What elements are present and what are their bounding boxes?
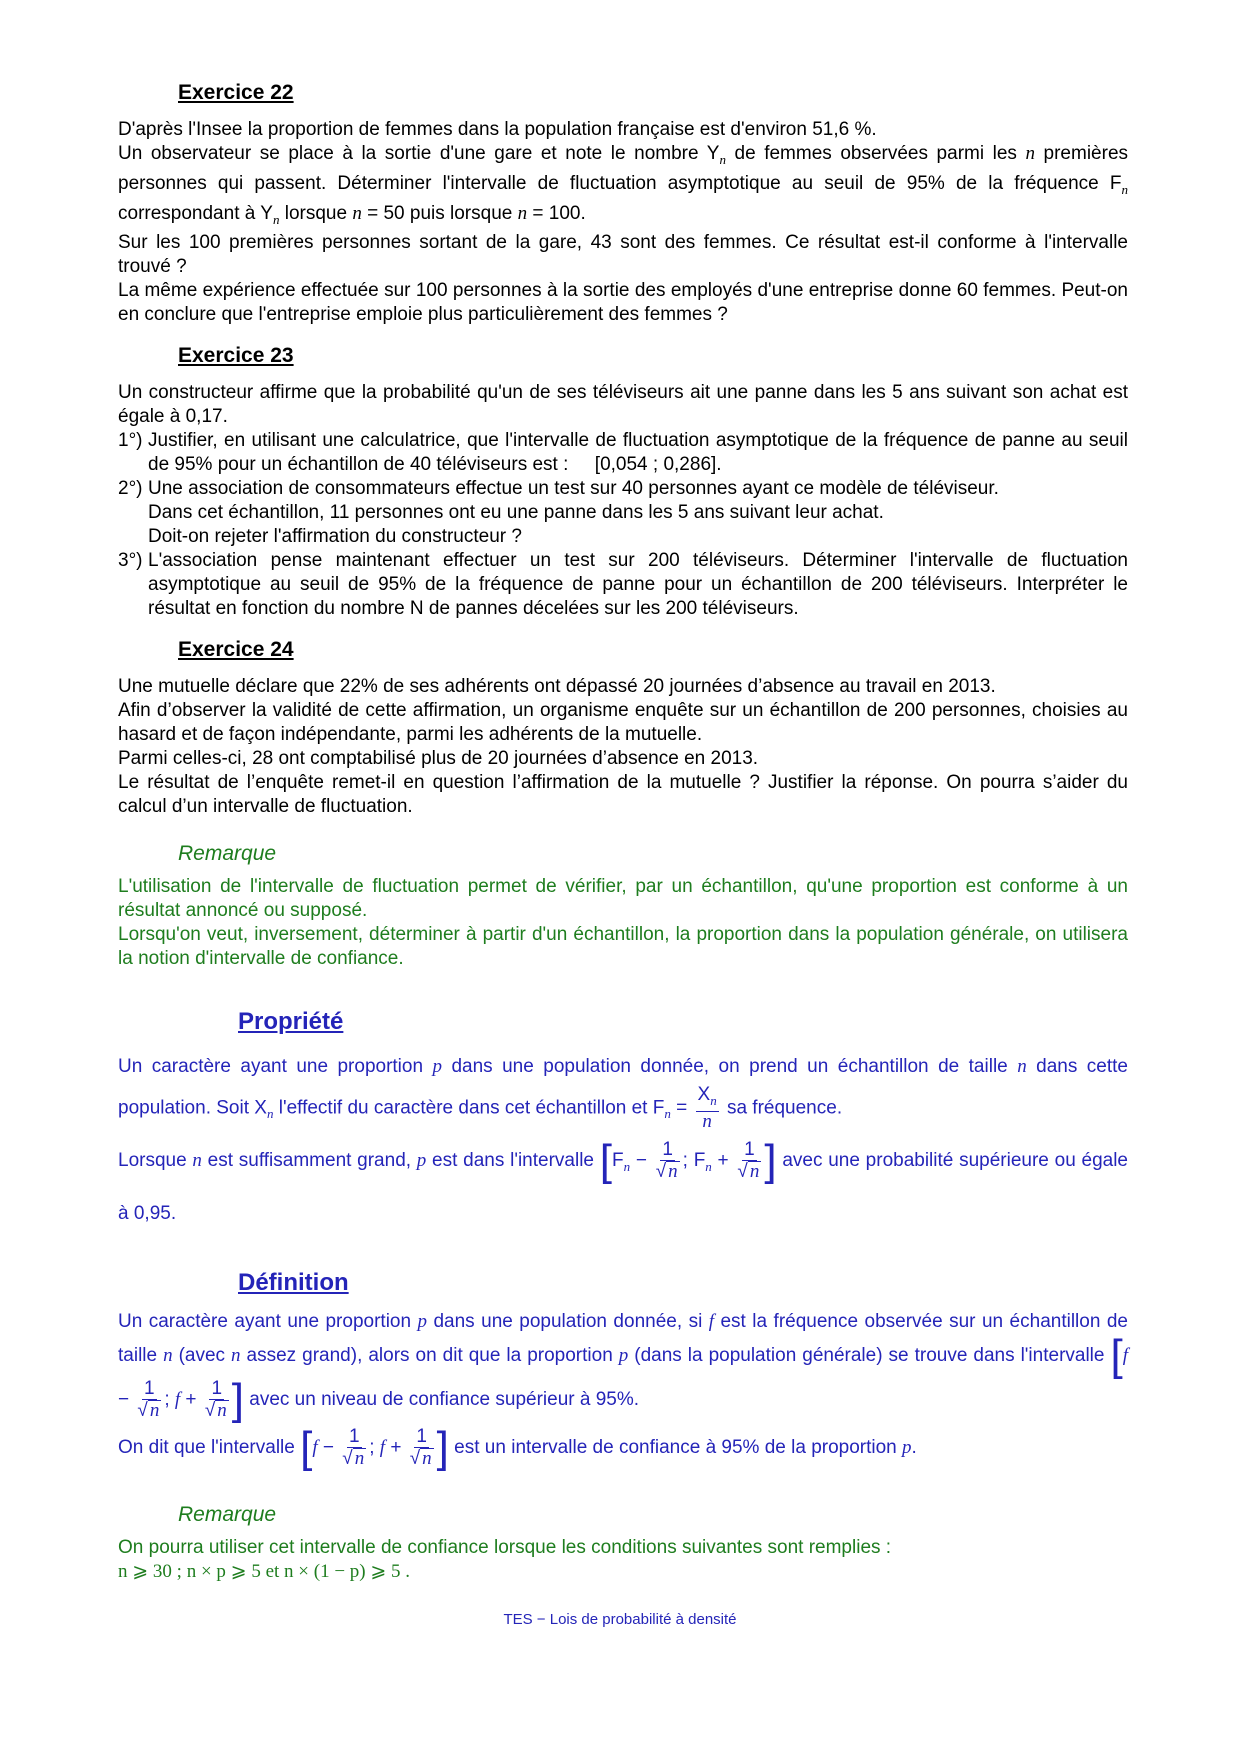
ex24-line-3: Parmi celles-ci, 28 ont comptabilisé plus de 20 journées d’absence en 2013. bbox=[118, 748, 759, 770]
ex23-question-2: 2°) Une association de consommateurs effectue un test sur 40 personnes ayant ce modèle de téléviseur. Dans cet échantillon, 11 personnes ont eu une panne dans les 5 ans suivant leur achat. Doit-on rejeter l'affirmation du constructeur ? bbox=[118, 478, 999, 548]
page-content bbox=[118, 80, 1128, 1600]
definition-title: Définition bbox=[238, 1269, 349, 1297]
ex22-line-1: D'après l'Insee la proportion de femmes dans la population française est d'environ 51,6 %. bbox=[118, 119, 877, 140]
remark-1-line-2: Lorsqu'on veut, inversement, déterminer à partir d'un échantillon, la proportion dans la population générale, on utilisera la notion d'intervalle de confiance. bbox=[118, 924, 1128, 970]
exercise-23-title: Exercice 23 bbox=[178, 344, 294, 368]
exercise-24 bbox=[118, 637, 1128, 819]
remark-2-line-1: On pourra utiliser cet intervalle de confiance lorsque les conditions suivantes sont remplies : bbox=[118, 1537, 892, 1559]
remark-2 bbox=[118, 1502, 1128, 1584]
ex24-line-1: Une mutuelle déclare que 22% de ses adhérents ont dépassé 20 journées d’absence au travail en 2013. bbox=[118, 676, 996, 698]
exercise-22-title: Exercice 22 bbox=[178, 81, 294, 104]
ex23-intro: Un constructeur affirme que la probabilité qu'un de ses téléviseurs ait une panne dans les 5 ans suivant son achat est égale à 0,17. bbox=[118, 382, 1128, 428]
remark-1-title: Remarque bbox=[178, 842, 277, 866]
ex24-line-2: Afin d’observer la validité de cette affirmation, un organisme enquête sur un échantillon de 200 personnes, choisies au hasard et de façon indépendante, parmi les adhérents de la mutuelle. bbox=[118, 700, 1128, 746]
property-line-2: Lorsque n est suffisamment grand, p est dans l'intervalle [$F_n$ − 1 √ n ; $F_n$ + 1 √ n ] avec une probabilité supérieure ou égale à 0,95. bbox=[118, 1135, 1129, 1225]
page-footer: TES − Lois de probabilité à densité bbox=[503, 1611, 737, 1628]
ex23-question-1: 1°) Justifier, en utilisant une calculatrice, que l'intervalle de fluctuation asymptotique de la fréquence de panne au seuil de 95% pour un échantillon de 40 téléviseurs est : [0,054 ; 0,286]. bbox=[118, 430, 1128, 476]
remark-2-title: Remarque bbox=[178, 1503, 277, 1527]
frac-xn-over-n: $\frac{X_n}{n}$ bbox=[697, 1084, 717, 1133]
property-title: Propriété bbox=[238, 1008, 344, 1036]
definition bbox=[118, 1268, 1128, 1474]
ex23-question-3: 3°) L'association pense maintenant effectuer un test sur 200 téléviseurs. Déterminer l'intervalle de fluctuation asymptotique au seuil de 95% de la fréquence de panne pour un échantillon de 200 téléviseurs. Interpréter le résultat en fonction du nombre N de pannes décelées sur les 200 téléviseurs. bbox=[118, 550, 1128, 620]
remark-1-line-1: L'utilisation de l'intervalle de fluctuation permet de vérifier, par un échantillon, qu'une proportion est conforme à un résultat annoncé ou supposé. bbox=[118, 876, 1128, 922]
definition-line-2: On dit que l'intervalle [f − 1 √ n ; f + 1 √ n ] est un intervalle de confiance à 95% de la proportion p. bbox=[118, 1423, 917, 1473]
property bbox=[118, 1007, 1128, 1238]
ex22-line-4: La même expérience effectuée sur 100 personnes à la sortie des employés d'une entreprise donne 60 femmes. Peut-on en conclure que l'entreprise emploie plus particulièrement des femmes ? bbox=[118, 280, 1128, 326]
property-line-1: Un caractère ayant une proportion p dans une population donnée, on prend un échantillon de taille n dans cette population. Soit $X_n$ l'effectif du caractère dans cet échantillon et $F_n$ = $\frac{X_n}{n}$ sa fréquence. bbox=[118, 1056, 1128, 1133]
ex24-line-4: Le résultat de l’enquête remet-il en question l’affirmation de la mutuelle ? Justifier la réponse. On pourra s’aider du calcul d’un intervalle de fluctuation. bbox=[118, 772, 1128, 818]
exercise-24-title: Exercice 24 bbox=[178, 638, 294, 662]
ex22-line-2: Un observateur se place à la sortie d'une gare et note le nombre $Y_n$ de femmes observées parmi les n premières personnes qui passent. Déterminer l'intervalle de fluctuation asymptotique au seuil de 95% de la fréquence $F_n$ correspondant à $Y_n$ lorsque n = 50 puis lorsque n = 100. bbox=[118, 143, 1129, 227]
remark-1 bbox=[118, 841, 1128, 971]
definition-line-1: Un caractère ayant une proportion p dans une population donnée, si f est la fréquence observée sur un échantillon de taille n (avec n assez grand), alors on dit que la proportion p (dans la population générale) se trouve dans l'intervalle [f − 1 √ n ; f + 1 √ n ] avec un niveau de confiance supérieur à 95%. bbox=[118, 1311, 1128, 1425]
remark-2-line-2: n ⩾ 30 ; n × p ⩾ 5 et n × (1 − p) ⩾ 5 . bbox=[118, 1561, 411, 1583]
ex22-line-3: Sur les 100 premières personnes sortant de la gare, 43 sont des femmes. Ce résultat est-il conforme à l'intervalle trouvé ? bbox=[118, 232, 1128, 278]
exercise-22 bbox=[118, 80, 1128, 327]
exercise-23 bbox=[118, 343, 1128, 621]
